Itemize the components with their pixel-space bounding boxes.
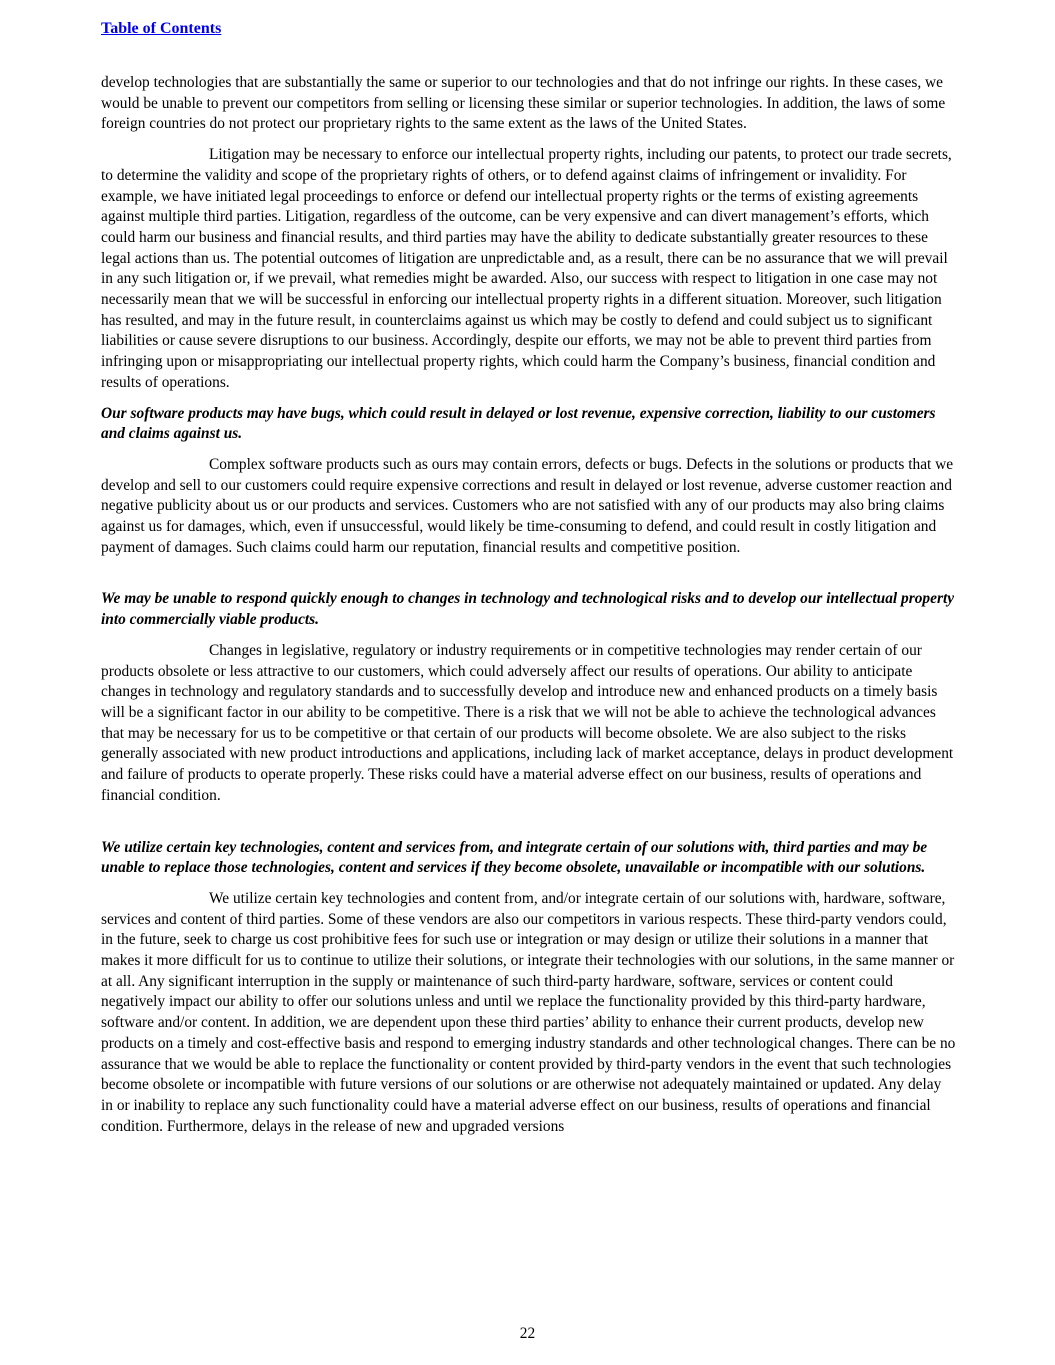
paragraph-litigation: Litigation may be necessary to enforce our intellectual property rights, including our patents, to protect our trade secrets, to determine the validity and scope of the proprietary rights of others, or to defend against claims of infringement or invalidity. For example, we have initiated legal proceedings to enforce or defend our intellectual property rights or the terms of existing agreements against multiple third parties. Litigation, regardless of the outcome, can be very expensive and can divert management’s efforts, which could harm our business and financial results, and third parties may have the ability to dedicate substantially greater resources to these legal actions than us. The potential outcomes of litigation are unpredictable and, as a result, there can be no assurance that we will prevail in any such litigation or, if we prevail, what remedies might be awarded. Also, our success with respect to litigation in one case may not necessarily mean that we will be successful in enforcing our intellectual property rights in a different situation. Moreover, such litigation has resulted, and may in the future result, in counterclaims against us which may be costly to defend and could subject us to significant liabilities or cause severe disruptions to our business. Accordingly, despite our efforts, we may not be able to prevent third parties from infringing upon or misappropriating our intellectual property rights, which could harm the Company’s business, financial condition and results of operations. (101, 146, 952, 391)
heading-third-party-technologies: We utilize certain key technologies, content and services from, and integrate certain of our solutions with, third parties and may be unable to replace those technologies, content and services if they become obsolete, unavailable or incompatible with our solutions. (101, 838, 928, 877)
document-page (101, 18, 956, 1147)
heading-technology-changes: We may be unable to respond quickly enough to changes in technology and technological risks and to develop our intellectual property into commercially viable products. (101, 590, 955, 629)
page-number: 22 (519, 1325, 536, 1342)
table-of-contents-link[interactable]: Table of Contents (101, 20, 222, 37)
paragraph-software-bugs: Complex software products such as ours may contain errors, defects or bugs. Defects in the solutions or products that we develop and sell to our customers could require expensive corrections and result in delayed or lost revenue, adverse customer reaction and negative publicity about us or our products and services. Customers who are not satisfied with any of our products may also bring claims against us for damages, which, even if unsuccessful, would likely be time-consuming to defend, and could result in costly litigation and payment of damages. Such claims could harm our reputation, financial results and competitive position. (101, 455, 954, 556)
paragraph-continuation: develop technologies that are substantially the same or superior to our technologies and that do not infringe our rights. In these cases, we would be unable to prevent our competitors from selling or licensing these similar or superior technologies. In addition, the laws of some foreign countries do not protect our proprietary rights to the same extent as the laws of the United States. (101, 74, 946, 133)
paragraph-third-party-technologies: We utilize certain key technologies and content from, and/or integrate certain of our solutions with, hardware, software, services and content of third parties. Some of these vendors are also our competitors in various respects. These third-party vendors could, in the future, seek to charge us cost prohibitive fees for such use or integration or may design or utilize their solutions in a manner that makes it more difficult for us to continue to utilize their solutions, or integrate their technologies with our solutions, in the same manner or at all. Any significant interruption in the supply or maintenance of such third-party hardware, software, services or content could negatively impact our ability to offer our solutions unless and until we replace the functionality provided by this third-party hardware, software and/or content. In addition, we are dependent upon these third parties’ ability to enhance their current products, develop new products on a timely and cost-effective basis and respond to emerging industry standards and other technological changes. There can be no assurance that we would be able to replace the functionality or content provided by third-party vendors in the event that such technologies become obsolete or incompatible with future versions of our solutions or are otherwise not adequately maintained or updated. Any delay in or inability to replace any such functionality could have a material adverse effect on our business, results of operations and financial condition. Furthermore, delays in the release of new and upgraded versions (101, 889, 956, 1135)
paragraph-technology-changes: Changes in legislative, regulatory or industry requirements or in competitive technologies may render certain of our products obsolete or less attractive to our customers, which could adversely affect our results of operations. Our ability to anticipate changes in technology and regulatory standards and to successfully develop and introduce new and enhanced products on a timely basis will be a significant factor in our ability to be competitive. There is a risk that we will not be able to achieve the technological advances that may be necessary for us to be competitive or that certain of our products will become obsolete. We are also subject to the risks generally associated with new product introductions and applications, including lack of market acceptance, delays in product development and failure of products to operate properly. These risks could have a material adverse effect on our business, results of operations and financial condition. (101, 641, 954, 804)
heading-software-bugs: Our software products may have bugs, which could result in delayed or lost revenue, expensive correction, liability to our customers and claims against us. (101, 404, 936, 443)
